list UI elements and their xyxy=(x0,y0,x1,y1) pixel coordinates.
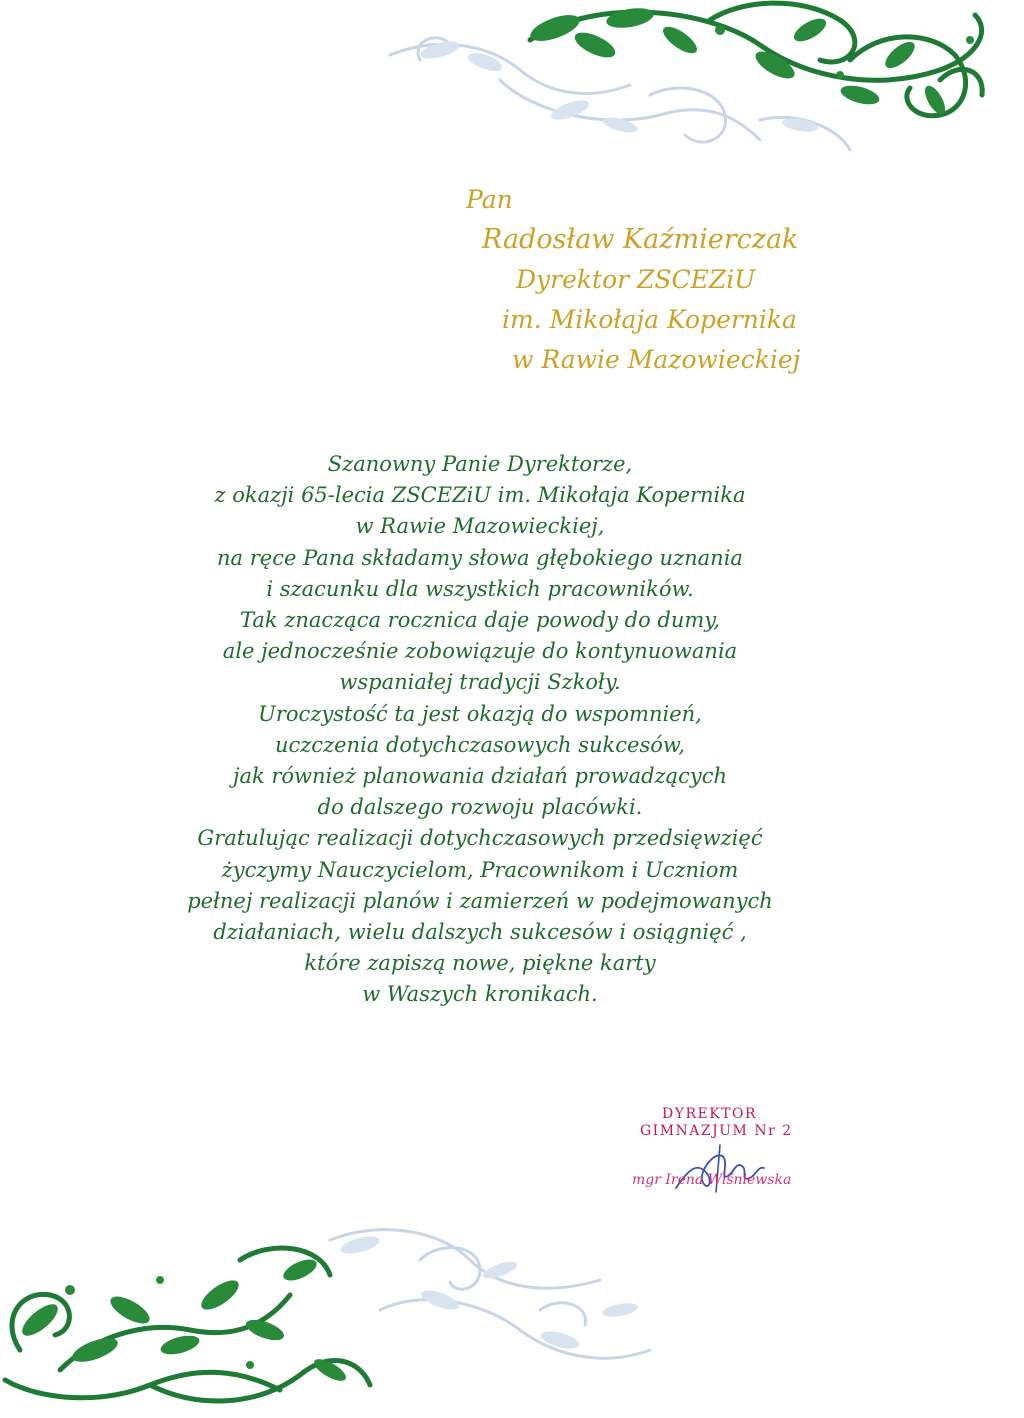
stamp-school: GIMNAZJUM Nr 2 xyxy=(640,1123,793,1139)
floral-ornament-bottom xyxy=(0,1200,660,1410)
stamp-signer-name: mgr Irena Wiśniewska xyxy=(632,1172,792,1188)
letter-line: do dalszego rozwoju placówki. xyxy=(317,795,643,820)
addressee-title-line: Dyrektor ZSCEZiU xyxy=(516,265,756,294)
addressee-city-line: w Rawie Mazowieckiej xyxy=(512,345,801,374)
letter-line: wspaniałej tradycji Szkoły. xyxy=(339,670,621,695)
letter-line: i szacunku dla wszystkich pracowników. xyxy=(266,576,694,601)
letter-line: działaniach, wielu dalszych sukcesów i osiągnięć , xyxy=(213,920,747,945)
addressee-block xyxy=(440,180,880,380)
stamp-title: DYREKTOR xyxy=(662,1106,758,1122)
letter-line: Szanowny Panie Dyrektorze, xyxy=(327,452,633,476)
letter-line: pełnej realizacji planów i zamierzeń w podejmowanych xyxy=(187,888,773,913)
letter-line: Gratulując realizacji dotychczasowych przedsięwzięć xyxy=(197,826,763,851)
letter-line: uczczenia dotychczasowych sukcesów, xyxy=(274,732,686,757)
letter-line: na ręce Pana składamy słowa głębokiego uznania xyxy=(217,545,743,570)
director-stamp xyxy=(628,1106,828,1201)
letter-line: w Rawie Mazowieckiej, xyxy=(355,514,605,539)
addressee-salutation: Pan xyxy=(466,185,513,214)
letter-line: ale jednocześnie zobowiązuje do kontynuowania xyxy=(222,639,738,664)
letter-line: które zapiszą nowe, piękne karty xyxy=(304,951,656,976)
letter-line: Tak znacząca rocznica daje powody do dumy, xyxy=(239,608,721,633)
letter-line: Uroczystość ta jest okazją do wspomnień, xyxy=(258,701,702,726)
letter-body xyxy=(120,449,840,1011)
letter-line: życzymy Nauczycielom, Pracownikom i Uczniom xyxy=(221,857,739,882)
addressee-school-line: im. Mikołaja Kopernika xyxy=(502,305,797,334)
addressee-name: Radosław Kaźmierczak xyxy=(482,224,799,255)
letter-line: z okazji 65-lecia ZSCEZiU im. Mikołaja Kopernika xyxy=(214,483,746,508)
letter-line: jak również planowania działań prowadzących xyxy=(232,764,728,789)
letter-line: w Waszych kronikach. xyxy=(362,982,598,1007)
floral-ornament-top xyxy=(380,0,1000,160)
